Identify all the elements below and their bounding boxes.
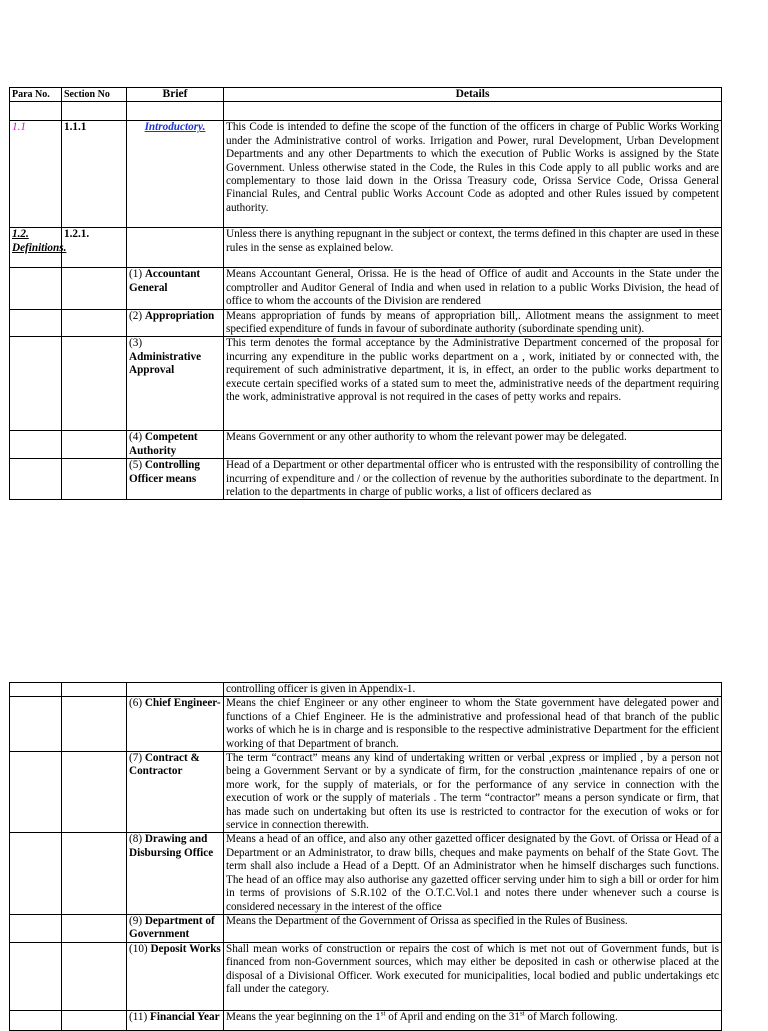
table-row — [10, 121, 722, 228]
term-label: Chief Engineer- — [144, 697, 221, 710]
term-cell — [127, 752, 224, 833]
header-brief: Brief — [127, 88, 224, 102]
table-row — [10, 1010, 722, 1030]
term-number: (8) — [129, 833, 143, 846]
header-section-no: Section No — [62, 88, 127, 102]
table-row — [10, 228, 722, 268]
term-number: (10) — [129, 942, 148, 955]
term-label: Competent Authority — [129, 431, 198, 457]
term-number: (4) — [129, 431, 143, 444]
details-text: Means a head of an office, and also any other gazetted officer designated by the Govt. of Orissa or Head of a Department or an Administrator, to draw bills, cheques and make payments on behalf of the State Govt. The term shall also include a Head of a Deptt. Of an Administrator when he himself discharges such functions. The head of an office may also authorise any gazetted officer serving under him to sigh a bill or order for him in terms of provisions of S.R.102 of the O.T.C.Vol.1 and notes there under whenever such a course is considered necessary in the interest of the office — [224, 833, 722, 914]
table-row — [10, 459, 722, 500]
details-text: This Code is intended to define the scope of the function of the officers in charge of Public Works Working under the Administrative control of works. Irrigation and Power, rural Development, Urban Development Departments and any other Departments to which the execution of Public Works is assigned by the State Government. Unless otherwise stated in the Code, the Rules in this Code apply to all public works and are complementary to those laid down in the Orissa Treasury code, Orissa Service Code, Orissa General Financial Rules, and Central public Works Account Code as adopted and other Rules issued by competent authority. — [224, 121, 722, 228]
term-label: Drawing and Disbursing Office — [129, 833, 214, 859]
details-text: The term “contract” means any kind of undertaking written or verbal ,express or implied , by a person not being a Government Servant or by a syndicate of firm, for the construction ,maintenance repairs of one or more work, for the supply of materials, or for the performance of any service in connection with the execution of work or the supply of materials . The term “contractor” means a person syndicate or firm, that has made such on undertaking but often its use is restricted to contractor for the execution of woks or for service in connection therewith. — [224, 752, 722, 833]
term-number: (11) — [129, 1010, 148, 1023]
details-text: Means the chief Engineer or any other engineer to whom the State government have delegated power and functions of a Chief Engineer. He is the administrative and professional head of that branch of the public works of which he is in charge and is responsible to the respective administrative Department for the efficient working of that Department of branch. — [224, 697, 722, 752]
definitions-table-page2 — [9, 682, 722, 1031]
term-label: Accountant General — [129, 268, 201, 294]
term-cell — [127, 337, 224, 431]
table-row — [10, 309, 722, 337]
term-number: (6) — [129, 697, 143, 710]
term-cell — [127, 431, 224, 459]
term-cell — [127, 697, 224, 752]
definitions-table-page1 — [9, 87, 722, 500]
details-text: Unless there is anything repugnant in the subject or context, the terms defined in this chapter are used in these rules in the sense as explained below. — [224, 228, 722, 268]
table-row — [10, 337, 722, 431]
term-number: (3) — [129, 337, 143, 350]
term-cell — [127, 833, 224, 914]
term-label: Contract & Contractor — [129, 752, 200, 778]
term-number: (7) — [129, 752, 143, 765]
term-cell — [127, 309, 224, 337]
details-text: Head of a Department or other departmental officer who is entrusted with the responsibility of controlling the incurring of expenditure and / or the collection of revenue by the authorities subordinate to the department. In relation to the departments in charge of public works, a list of officers declared as — [224, 459, 722, 500]
term-label: Administrative Approval — [129, 350, 202, 377]
details-text: Shall mean works of construction or repairs the cost of which is met not out of Government funds, but is financed from non-Government sources, which may either be deposited in cash or otherwise placed at the disposal of a Divisional Officer. Work executed for municipalities, local bodied and public undertakings etc fall under the category. — [224, 942, 722, 1010]
brief — [127, 228, 224, 268]
details-text: Means Accountant General, Orissa. He is the head of Office of audit and Accounts in the State under the comptroller and Auditor General of India and when used in relation to a public Works Division, the head of office to whom the accounts of the Division are rendered — [224, 268, 722, 309]
term-number: (2) — [129, 309, 143, 322]
term-cell — [127, 1010, 224, 1030]
table-row — [10, 914, 722, 942]
superscript-st: st — [519, 1008, 525, 1017]
table-row — [10, 697, 722, 752]
header-para-no: Para No. — [10, 88, 62, 102]
superscript-st: st — [380, 1008, 386, 1017]
spacer-row — [10, 102, 722, 121]
financial-year-text-c: of March following. — [524, 1010, 618, 1023]
brief-link[interactable]: Introductory. — [127, 121, 224, 228]
term-number: (1) — [129, 268, 143, 281]
financial-year-text-a: Means the year beginning on the 1 — [226, 1010, 381, 1023]
table-row — [10, 268, 722, 309]
term-label: Department of Government — [129, 914, 215, 941]
term-number: (9) — [129, 914, 143, 927]
details-text: Means the Department of the Government of Orissa as specified in the Rules of Business. — [224, 914, 722, 942]
table-row — [10, 683, 722, 697]
term-label: Deposit Works — [150, 942, 221, 955]
term-cell — [127, 942, 224, 1010]
section-number: 1.2.1. — [62, 228, 127, 268]
details-text — [224, 1010, 722, 1030]
term-cell — [127, 459, 224, 500]
term-label: Appropriation — [144, 309, 215, 322]
term-cell — [127, 914, 224, 942]
table-row — [10, 752, 722, 833]
section-number: 1.1.1 — [62, 121, 127, 228]
table-row — [10, 942, 722, 1010]
term-label: Financial Year — [150, 1010, 220, 1023]
term-label: Controlling Officer means — [129, 459, 200, 485]
details-text: Means appropriation of funds by means of appropriation bill,. Allotment means the assignment to meet specified expenditure of funds in favour of subordinate authority (subordinate spending unit). — [224, 309, 722, 337]
financial-year-text-b: of April and ending on the 31 — [385, 1010, 520, 1023]
term-cell — [127, 268, 224, 309]
details-text: controlling officer is given in Appendix-1. — [224, 683, 722, 697]
header-details: Details — [224, 88, 722, 102]
details-text: This term denotes the formal acceptance by the Administrative Department concerned of the proposal for incurring any expenditure in the public works department on a , work, initiated by or connected with, the requirement of such administrative department, it is, in effect, an order to the public works department to execute certain specified works of a stated sum to meet the, administrative needs of the department requiring the work, administrative approval is not required in the cases of petty works and repairs. — [224, 337, 722, 431]
table-row — [10, 431, 722, 459]
para-number: 1.1 — [10, 121, 62, 228]
table-row — [10, 833, 722, 914]
table-header-row — [10, 88, 722, 102]
details-text: Means Government or any other authority to whom the relevant power may be delegated. — [224, 431, 722, 459]
para-number: 1.2. Definitions. — [10, 228, 62, 268]
term-number: (5) — [129, 459, 143, 472]
